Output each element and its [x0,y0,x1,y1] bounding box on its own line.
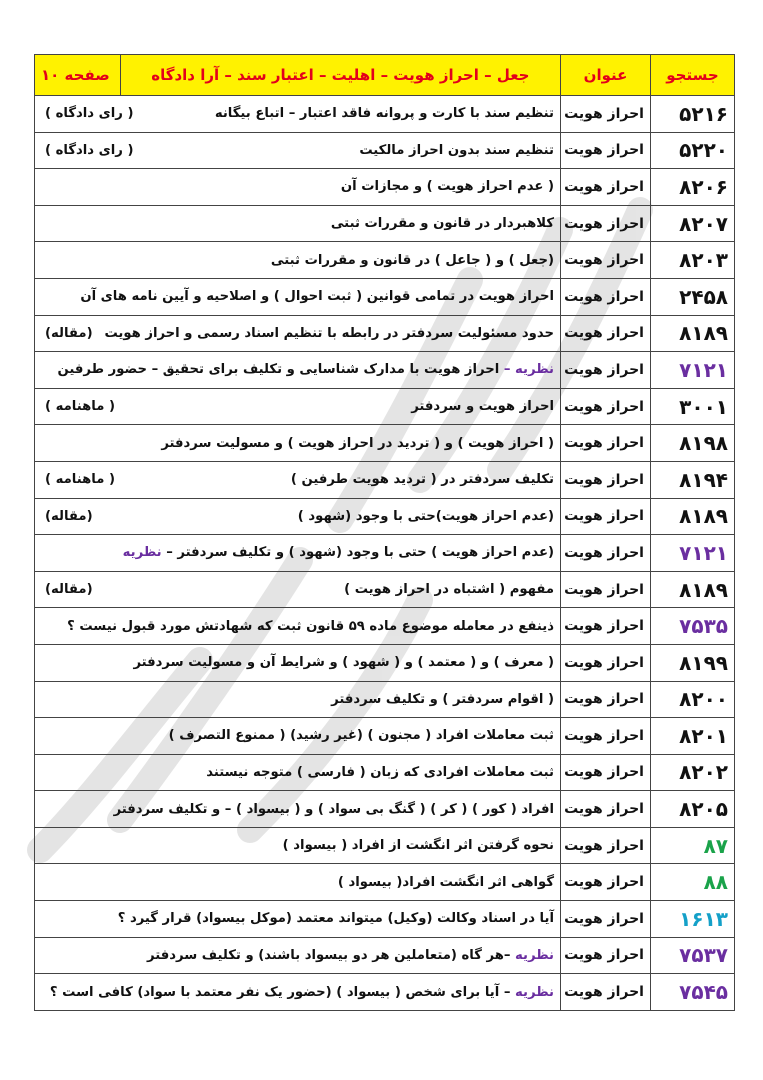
table-row [35,681,735,718]
row-title: احراز هویت [561,388,651,425]
table-row [35,901,735,938]
row-description-cell [35,608,561,645]
row-description-text: کلاهبردار در قانون و مقررات ثبتی [330,216,554,232]
row-code[interactable]: ۸۲۰۲ [651,754,735,791]
row-title: احراز هویت [561,644,651,681]
table-row [35,498,735,535]
row-code[interactable]: ۸۲۰۰ [651,681,735,718]
header-search: جستجو [651,55,735,96]
table-row [35,425,735,462]
row-title: احراز هویت [561,461,651,498]
row-note: (مقاله) [45,582,93,598]
row-description-cell [35,242,561,279]
table-row [35,937,735,974]
row-description [359,143,554,158]
row-description [206,765,554,780]
row-description [331,692,554,707]
row-description-text: ( احراز هویت ) و ( تردید در احراز هویت ) و مسولیت سردفتر [161,435,554,451]
table-row [35,132,735,169]
row-description [271,253,554,268]
row-description [58,362,554,377]
row-description [169,728,554,743]
row-description [341,179,554,194]
row-title: احراز هویت [561,352,651,389]
row-title: احراز هویت [561,242,651,279]
row-title: احراز هویت [561,96,651,133]
row-description-cell [35,754,561,791]
row-description-cell [35,388,561,425]
table-row [35,169,735,206]
row-code[interactable]: ۸۱۹۸ [651,425,735,462]
row-description [114,802,554,817]
row-title: احراز هویت [561,278,651,315]
row-code[interactable]: ۸۱۸۹ [651,498,735,535]
index-table [34,54,735,1011]
row-description-text: (عدم احراز هویت)حتی با وجود (شهود ) [297,508,554,524]
row-title: احراز هویت [561,681,651,718]
row-tag: نظریه [122,545,162,561]
row-code[interactable]: ۸۲۰۵ [651,791,735,828]
row-description [283,838,554,853]
row-description-cell [35,864,561,901]
row-description [411,399,554,414]
row-description-text: گواهی اثر انگشت افراد( بیسواد ) [337,874,554,890]
row-description [215,106,554,121]
row-description [331,216,554,231]
row-title: احراز هویت [561,425,651,462]
table-header-row [35,55,735,96]
row-description [298,509,554,524]
row-title: احراز هویت [561,169,651,206]
row-code[interactable]: ۸۱۹۹ [651,644,735,681]
row-code[interactable]: ۷۱۲۱ [651,535,735,572]
row-title: احراز هویت [561,132,651,169]
row-note: ( ماهنامه ) [45,472,115,488]
row-description-text: احراز هویت در تمامی قوانین ( ثبت احوال ) و اصلاحیه و آیین نامه های آن [80,289,554,305]
row-description [147,948,554,963]
row-title: احراز هویت [561,535,651,572]
row-code[interactable]: ۱۶۱۳ [651,901,735,938]
row-description [338,875,554,890]
row-tag: نظریه [515,947,554,963]
row-description-text: تنظیم سند با کارت و پروانه فاقد اعتبار – اتباع بیگانه [214,106,554,122]
row-description-cell [35,169,561,206]
row-title: احراز هویت [561,718,651,755]
row-title: احراز هویت [561,974,651,1011]
row-title: احراز هویت [561,315,651,352]
row-code[interactable]: ۸۱۹۴ [651,461,735,498]
row-code[interactable]: ۷۱۲۱ [651,352,735,389]
row-description-text: تنظیم سند بدون احراز مالکیت [359,142,554,158]
row-description-text: ( معرف ) و ( معتمد ) و ( شهود ) و شرایط آن و مسولیت سردفتر [133,655,554,671]
table-row [35,388,735,425]
row-description-cell [35,535,561,572]
row-description-cell [35,352,561,389]
row-code[interactable]: ۸۸ [651,864,735,901]
row-title: احراز هویت [561,608,651,645]
row-title: احراز هویت [561,571,651,608]
row-description [133,655,554,670]
row-description-text: ثبت معاملات افراد ( مجنون ) (غیر رشید) ( ممنوع التصرف ) [168,728,554,744]
row-description [344,582,554,597]
row-description-cell [35,498,561,535]
row-description-cell [35,315,561,352]
table-row [35,571,735,608]
table-row [35,608,735,645]
row-code[interactable]: ۵۲۲۰ [651,132,735,169]
table-row [35,205,735,242]
row-description [104,326,554,341]
row-code[interactable]: ۵۲۱۶ [651,96,735,133]
row-description-cell [35,901,561,938]
row-description-cell [35,681,561,718]
row-description-cell [35,461,561,498]
row-description-cell [35,205,561,242]
row-description-cell [35,571,561,608]
table-row [35,827,735,864]
row-description [123,545,554,560]
row-description-text: حدود مسئولیت سردفتر در رابطه با تنظیم اسناد رسمی و احراز هویت [104,325,554,341]
row-title: احراز هویت [561,827,651,864]
row-description-cell [35,96,561,133]
header-topic-cell [35,55,561,96]
row-code[interactable]: ۲۴۵۸ [651,278,735,315]
row-description-cell [35,132,561,169]
table-row [35,754,735,791]
table-row [35,864,735,901]
row-title: احراز هویت [561,901,651,938]
row-description-text: ثبت معاملات افرادی که زبان ( فارسی ) متوجه نیستند [206,764,554,780]
table-row [35,96,735,133]
row-description-cell [35,425,561,462]
table-row [35,315,735,352]
row-title: احراز هویت [561,754,651,791]
row-note: (مقاله) [45,325,93,341]
row-description-text: –هر گاه (متعاملین هر دو بیسواد باشند) و تکلیف سردفتر [147,947,516,963]
row-code[interactable]: ۸۲۰۷ [651,205,735,242]
row-note: ( ماهنامه ) [45,399,115,415]
row-description-text: ذینفع در معامله موضوع ماده ۵۹ قانون ثبت که شهادتش مورد قبول نیست ؟ [67,618,554,634]
row-description-cell [35,718,561,755]
row-title: احراز هویت [561,791,651,828]
row-description-text: احراز هویت و سردفتر [411,399,554,415]
row-description-cell [35,791,561,828]
table-row [35,352,735,389]
row-description-cell [35,827,561,864]
table-row [35,242,735,279]
row-description-cell [35,974,561,1011]
row-code[interactable]: ۸۲۰۳ [651,242,735,279]
row-description-text: ( عدم احراز هویت ) و مجازات آن [340,179,554,195]
row-note: ( رای دادگاه ) [45,106,134,122]
table-row [35,718,735,755]
row-code[interactable]: ۷۵۴۵ [651,974,735,1011]
row-description [161,436,554,451]
row-code[interactable]: ۷۵۳۵ [651,608,735,645]
row-description [118,911,554,926]
table-row [35,974,735,1011]
row-note: (مقاله) [45,508,93,524]
header-title: عنوان [561,55,651,96]
row-description [67,619,554,634]
row-code[interactable]: ۷۵۳۷ [651,937,735,974]
table-row [35,791,735,828]
row-description-text: ( اقوام سردفتر ) و تکلیف سردفتر [331,691,554,707]
row-tag: نظریه – [503,362,554,378]
row-description-text: نحوه گرفتن اثر انگشت از افراد ( بیسواد ) [282,838,554,854]
row-description-cell [35,937,561,974]
row-description-text: تکلیف سردفتر در ( تردید هویت طرفین ) [290,472,554,488]
header-page-number: صفحه ۱۰ [35,55,121,95]
table-row [35,644,735,681]
row-description-text: احراز هویت با مدارک شناسایی و تکلیف برای تحقیق – حضور طرفین [57,362,504,378]
row-code[interactable]: ۸۲۰۱ [651,718,735,755]
row-description [291,472,554,487]
row-code[interactable]: ۸۱۸۹ [651,315,735,352]
row-description-text: – آیا برای شخص ( بیسواد ) (حضور یک نفر معتمد با سواد) کافی است ؟ [49,984,516,1000]
table-row [35,535,735,572]
row-description-text: (جعل ) و ( جاعل ) در قانون و مقررات ثبتی [270,252,554,268]
row-title: احراز هویت [561,205,651,242]
row-code[interactable]: ۸۷ [651,827,735,864]
row-description-text: مفهوم ( اشتباه در احراز هویت ) [344,582,554,598]
row-description-text: (عدم احراز هویت ) حتی با وجود (شهود ) و تکلیف سردفتر – [161,545,554,561]
table-row [35,278,735,315]
row-description [50,985,554,1000]
row-description-text: آیا در اسناد وکالت (وکیل) میتواند معتمد (موکل بیسواد) قرار گیرد ؟ [117,911,554,927]
table-row [35,461,735,498]
row-description-text: افراد ( کور ) ( کر ) ( گنگ بی سواد ) و ( بیسواد ) – و تکلیف سردفتر [113,801,554,817]
row-title: احراز هویت [561,937,651,974]
row-title: احراز هویت [561,864,651,901]
row-tag: نظریه [515,984,554,1000]
row-note: ( رای دادگاه ) [45,142,134,158]
row-code[interactable]: ۸۱۸۹ [651,571,735,608]
header-topic: جعل – احراز هویت – اهلیت – اعتبار سند – آرا دادگاه [151,66,530,84]
row-code[interactable]: ۸۲۰۶ [651,169,735,206]
row-description [80,289,554,304]
row-description-cell [35,278,561,315]
index-page [34,54,734,1011]
row-description-cell [35,644,561,681]
row-code[interactable]: ۳۰۰۱ [651,388,735,425]
row-title: احراز هویت [561,498,651,535]
